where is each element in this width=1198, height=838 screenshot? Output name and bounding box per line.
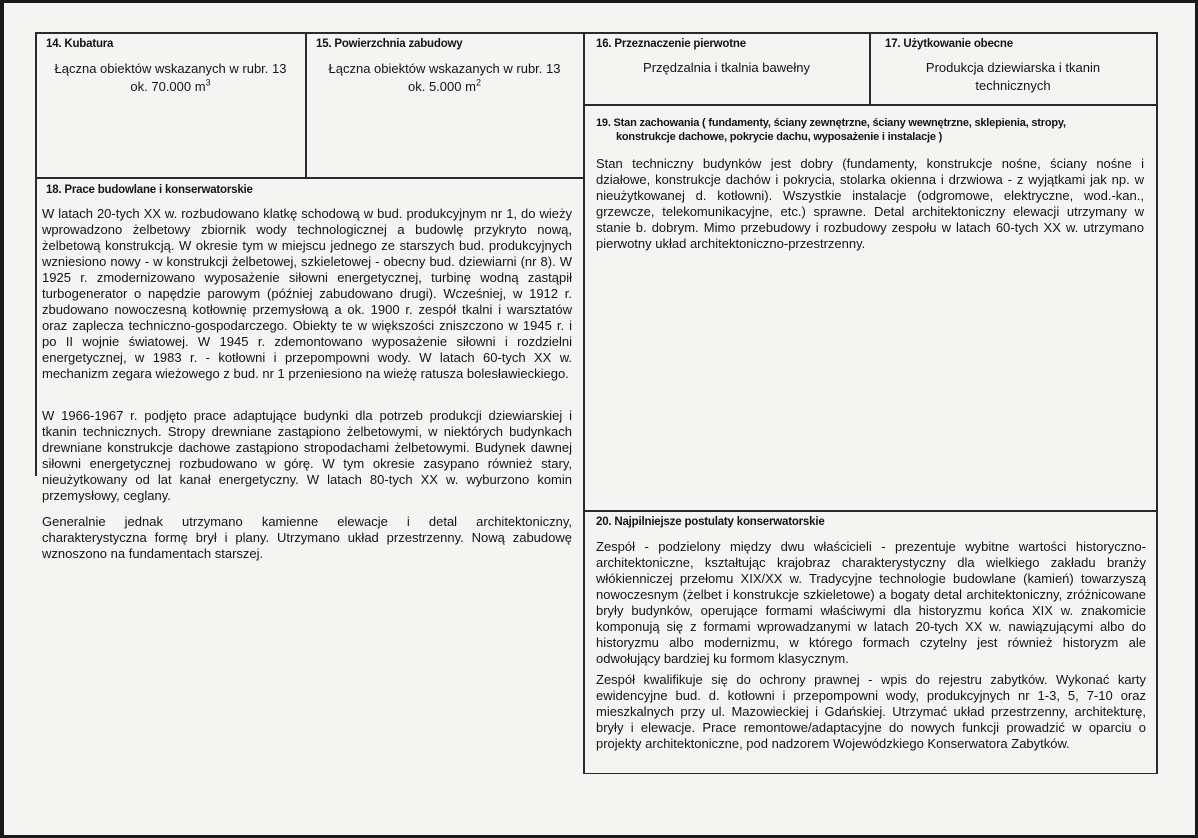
przeznaczenie-text: Przędzalnia i tkalnia bawełny bbox=[643, 60, 810, 75]
powierzchnia-unit-exponent: 2 bbox=[475, 77, 481, 88]
kubatura-unit-exponent: 3 bbox=[205, 77, 211, 88]
powierzchnia-box bbox=[306, 60, 583, 96]
left-rule bbox=[35, 32, 37, 476]
uzytkowanie-box bbox=[871, 59, 1155, 95]
postulaty-paragraph-1: Zespół - podzielony między dwu właścicieli - prezentuje wybitne wartości historyczno-architektoniczne, kształtując krajobraz charakterystyczny dla wielkiego zakładu branży włókienniczej przełomu XIX/XX w. Tradycyjne technologie budowlane (kamień) towarzyszą nowoczesnym (żelbet i konstrukcje szkieletowe) a bogaty detal architektoniczny, zróżnicowane bryły budynków, operujące formami właściwymi dla historyzmu końca XIX w. znakomicie komponują się z formami wprowadzanymi w latach 20-tych XX w. nawiązującymi albo do historyzmu albo modernizmu, w którego formach czytelny jest również historyzm ale odwołujący bardziej ku formom klasycznym. bbox=[596, 539, 1146, 666]
stan-heading-line1: 19. Stan zachowania ( fundamenty, ściany zewnętrzne, ściany wewnętrzne, sklepienia, stropy, bbox=[596, 117, 1066, 129]
kubatura-description: Łączna obiektów wskazanych w rubr. 13 bbox=[54, 61, 287, 76]
powierzchnia-description: Łączna obiektów wskazanych w rubr. 13 bbox=[328, 61, 561, 76]
rule-under-14-15 bbox=[36, 177, 585, 179]
divider-14-15 bbox=[305, 32, 307, 178]
powierzchnia-heading: 15. Powierzchnia zabudowy bbox=[316, 38, 463, 50]
postulaty-heading: 20. Najpilniejsze postulaty konserwatorskie bbox=[596, 516, 825, 528]
uzytkowanie-text-line2: technicznych bbox=[975, 78, 1051, 93]
center-divider bbox=[583, 32, 585, 774]
kubatura-box bbox=[36, 60, 305, 96]
prace-paragraph-1: W latach 20-tych XX w. rozbudowano klatkę schodową w bud. produkcyjnym nr 1, do wieży wprowadzono żelbetowy zbiornik wody technologicznej a budowlę przykryto nową, żelbetową konstrukcją. W okresie tym w miejscu jednego ze starszych bud. produkcyjnych wzniesiono nowy - w konstrukcji żelbetowej, szkieletowej - obecny bud. dziewiarni (nr 8). W 1925 r. zmodernizowano wyposażenie siłowni energetycznej, turbinę wodną zastąpił turbogenerator o napędzie parowym (później zabudowano drugi). Wcześniej, w 1912 r. zbudowano nowoczesną kotłownię przemysłową a ok. 1900 r. zespół tkalni i warsztatów oraz zaplecza techniczno-gospodarczego. Obiekty te w większości zniszczono w 1945 r. i po II wojnie światowej. W 1945 r. zdemontowano wyposażenie siłowni i rozdzielni energetycznej, w 1983 r. - kotłowni i przepompowni wody. W latach 60-tych XX w. mechanizm zegara wieżowego z bud. nr 1 przeniesiono na wieżę ratusza bolesławieckiego. bbox=[42, 206, 572, 381]
powierzchnia-value-line bbox=[306, 78, 583, 96]
bottom-rule-right bbox=[583, 773, 1158, 774]
prace-heading: 18. Prace budowlane i konserwatorskie bbox=[46, 184, 253, 196]
kubatura-value-line bbox=[36, 78, 305, 96]
rule-under-16-17 bbox=[583, 104, 1158, 106]
right-rule bbox=[1156, 32, 1158, 774]
rule-above-20 bbox=[583, 510, 1158, 512]
kubatura-value: ok. 70.000 m bbox=[130, 79, 206, 94]
prace-paragraph-3: Generalnie jednak utrzymano kamienne elewacje i detal architektoniczny, charakterystyczna formę brył i plany. Utrzymano układ przestrzenny. Nową zabudowę wznoszono na fundamentach starszej. bbox=[42, 514, 572, 561]
postulaty-paragraph-2: Zespół kwalifikuje się do ochrony prawnej - wpis do rejestru zabytków. Wykonać karty ewidencyjne bud. d. kotłowni i przepompowni wody, produkcyjnych nr 1-3, 5, 7-10 oraz mieszkalnych przy ul. Mazowieckiej i Gdańskiej. Utrzymać układ przestrzenny, architekturę, bryły i elewacje. Prace remontowe/adaptacyjne do nowych funkcji prowadzić w oparciu o projekty architektoniczne, pod nadzorem Wojewódzkiego Konserwatora Zabytków. bbox=[596, 672, 1146, 751]
top-rule bbox=[36, 32, 1158, 34]
stan-heading-line2: konstrukcje dachowe, pokrycie dachu, wyposażenie i instalacje ) bbox=[616, 131, 943, 143]
powierzchnia-value: ok. 5.000 m bbox=[408, 79, 476, 94]
stan-description: Stan techniczny budynków jest dobry (fundamenty, konstrukcje nośne, ściany nośne i działowe, konstrukcje dachów i pokrycia, stolarka okienna i drzwiowa - z wyjątkami jak np. w nieużytkowanej d. kotłowni). Wszystkie instalacje (odgromowe, elektryczne, wod.-kan., grzewcze, telekomunikacyjne, etc.) sprawne. Detal architektoniczny elewacji utrzymany w stanie b. dobrym. Mimo przebudowy i rozbudowy zespołu w latach 60-tych XX w. utrzymano pierwotny układ architektoniczno-przestrzenny. bbox=[596, 156, 1144, 251]
prace-paragraph-2: W 1966-1967 r. podjęto prace adaptujące budynki dla potrzeb produkcji dziewiarskiej i tkanin technicznych. Stropy drewniane zastąpiono żelbetowymi, w niektórych budynkach drewniane konstrukcje dachowe zastąpiono stropodachami żelbetowymi. Budynek dawnej siłowni energetycznej rozbudowano w górę. W tym okresie zasypano również stary, nieużytkowany od lat kanał energetyczny. W latach 80-tych XX w. wyburzono komin przemysłowy, ceglany. bbox=[42, 408, 572, 503]
uzytkowanie-text-line1: Produkcja dziewiarska i tkanin bbox=[925, 60, 1101, 75]
kubatura-heading: 14. Kubatura bbox=[46, 38, 114, 50]
przeznaczenie-heading: 16. Przeznaczenie pierwotne bbox=[596, 38, 746, 50]
uzytkowanie-heading: 17. Użytkowanie obecne bbox=[885, 38, 1013, 50]
